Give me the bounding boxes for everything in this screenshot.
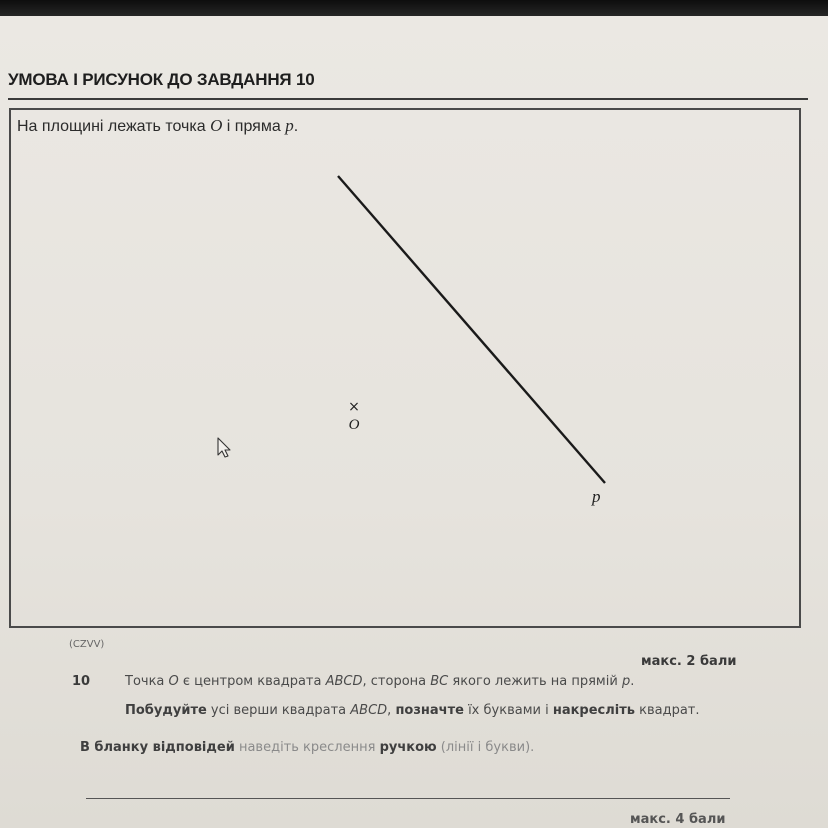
statement-point-name: O	[210, 116, 223, 135]
line-p	[338, 176, 605, 483]
cond-line-p: p	[621, 674, 631, 689]
cond-point-o: O	[168, 674, 179, 689]
task-instruction	[125, 703, 700, 718]
max-points-task: макс. 2 бали	[641, 654, 737, 669]
cond-e: , сторона	[362, 674, 431, 689]
instr-construct: Побудуйте	[125, 703, 207, 718]
max-points-bottom: макс. 4 бали	[630, 812, 726, 827]
line-p-label: p	[592, 487, 601, 506]
cond-c: є центром квадрата	[178, 674, 326, 689]
instr-h: квадрат.	[634, 703, 700, 718]
answer-sheet-note	[80, 740, 534, 755]
statement-line-name: p	[285, 116, 294, 135]
point-o-marker: ×	[348, 399, 360, 415]
cond-g: якого лежить на прямій	[448, 674, 622, 689]
statement-prefix: На площині лежать точка	[17, 118, 211, 135]
point-o-label: O	[348, 417, 360, 433]
instr-square-name: ABCD	[350, 703, 388, 718]
instr-b: усі верши квадрата	[206, 703, 351, 718]
cond-square-name: ABCD	[325, 674, 363, 689]
cursor-arrow-icon	[218, 438, 230, 457]
section-heading: УМОВА І РИСУНОК ДО ЗАВДАННЯ 10	[8, 70, 315, 89]
note-b: наведіть креслення	[234, 740, 380, 755]
cond-side-bc: BC	[430, 674, 449, 689]
note-pen: ручкою	[379, 740, 437, 755]
answer-rule	[86, 798, 730, 799]
note-d: (лінії і букви).	[436, 740, 535, 755]
instr-label: позначте	[395, 703, 464, 718]
task-condition	[125, 674, 634, 689]
task-number: 10	[72, 674, 91, 689]
statement-middle: і пряма	[222, 118, 286, 135]
cond-i: .	[630, 674, 635, 689]
instr-f: їх буквами і	[463, 703, 553, 718]
note-answer-sheet: В бланку відповідей	[80, 740, 235, 755]
instr-d: ,	[387, 703, 396, 718]
cond-a: Точка	[125, 674, 169, 689]
source-note: (CZVV)	[69, 639, 105, 650]
instr-draw: накресліть	[552, 703, 635, 718]
statement-suffix: .	[293, 118, 299, 135]
